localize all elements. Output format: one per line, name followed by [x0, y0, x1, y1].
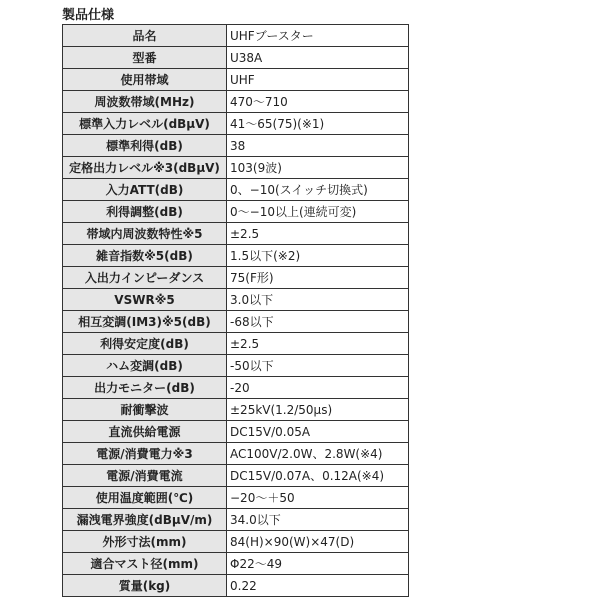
spec-value: AC100V/2.0W、2.8W(※4) — [227, 443, 409, 465]
table-row — [63, 355, 409, 377]
table-row — [63, 333, 409, 355]
spec-value: DC15V/0.07A、0.12A(※4) — [227, 465, 409, 487]
table-row — [63, 179, 409, 201]
table-row — [63, 377, 409, 399]
spec-value: UHF — [227, 69, 409, 91]
table-row — [63, 421, 409, 443]
table-row — [63, 91, 409, 113]
spec-value: 84(H)×90(W)×47(D) — [227, 531, 409, 553]
spec-label: 使用帯域 — [63, 69, 227, 91]
table-row — [63, 443, 409, 465]
table-row — [63, 575, 409, 597]
table-row — [63, 223, 409, 245]
spec-label: 型番 — [63, 47, 227, 69]
spec-value: 0.22 — [227, 575, 409, 597]
spec-value: -20 — [227, 377, 409, 399]
spec-label: 標準利得(dB) — [63, 135, 227, 157]
spec-label: 雑音指数※5(dB) — [63, 245, 227, 267]
spec-value: 34.0以下 — [227, 509, 409, 531]
spec-value: 0、−10(スイッチ切換式) — [227, 179, 409, 201]
spec-label: 耐衝撃波 — [63, 399, 227, 421]
table-row — [63, 553, 409, 575]
spec-table-body — [63, 25, 409, 597]
table-row — [63, 69, 409, 91]
spec-label: 利得安定度(dB) — [63, 333, 227, 355]
spec-value: -50以下 — [227, 355, 409, 377]
page-title: 製品仕様 — [62, 8, 115, 23]
table-row — [63, 113, 409, 135]
spec-label: 周波数帯域(MHz) — [63, 91, 227, 113]
table-row — [63, 267, 409, 289]
spec-label: 相互変調(IM3)※5(dB) — [63, 311, 227, 333]
spec-value: DC15V/0.05A — [227, 421, 409, 443]
table-row — [63, 289, 409, 311]
table-row — [63, 399, 409, 421]
spec-label: 標準入力レベル(dBμV) — [63, 113, 227, 135]
spec-label: 外形寸法(mm) — [63, 531, 227, 553]
spec-label: 入出力インピーダンス — [63, 267, 227, 289]
spec-label: 出力モニター(dB) — [63, 377, 227, 399]
table-row — [63, 135, 409, 157]
spec-value: ±25kV(1.2/50μs) — [227, 399, 409, 421]
spec-label: 直流供給電源 — [63, 421, 227, 443]
table-row — [63, 531, 409, 553]
table-row — [63, 25, 409, 47]
spec-label: 利得調整(dB) — [63, 201, 227, 223]
table-row — [63, 465, 409, 487]
table-row — [63, 157, 409, 179]
spec-label: VSWR※5 — [63, 289, 227, 311]
spec-table — [62, 24, 409, 597]
spec-value: ±2.5 — [227, 333, 409, 355]
spec-value: 41〜65(75)(※1) — [227, 113, 409, 135]
spec-value: UHFブースター — [227, 25, 409, 47]
spec-label: 質量(kg) — [63, 575, 227, 597]
spec-value: ±2.5 — [227, 223, 409, 245]
spec-label: 使用温度範囲(℃) — [63, 487, 227, 509]
spec-value: Φ22〜49 — [227, 553, 409, 575]
spec-label: 電源/消費電力※3 — [63, 443, 227, 465]
spec-label: 電源/消費電流 — [63, 465, 227, 487]
spec-label: 入力ATT(dB) — [63, 179, 227, 201]
spec-label: ハム変調(dB) — [63, 355, 227, 377]
spec-value: −20〜＋50 — [227, 487, 409, 509]
table-row — [63, 201, 409, 223]
spec-value: 470〜710 — [227, 91, 409, 113]
spec-label: 適合マスト径(mm) — [63, 553, 227, 575]
spec-value: U38A — [227, 47, 409, 69]
spec-value: 75(F形) — [227, 267, 409, 289]
spec-value: 1.5以下(※2) — [227, 245, 409, 267]
spec-label: 品名 — [63, 25, 227, 47]
table-row — [63, 245, 409, 267]
spec-value: 38 — [227, 135, 409, 157]
spec-value: 103(9波) — [227, 157, 409, 179]
table-row — [63, 487, 409, 509]
table-row — [63, 47, 409, 69]
spec-value: 3.0以下 — [227, 289, 409, 311]
spec-label: 漏洩電界強度(dBμV/m) — [63, 509, 227, 531]
spec-value: -68以下 — [227, 311, 409, 333]
spec-value: 0〜−10以上(連続可変) — [227, 201, 409, 223]
spec-label: 帯域内周波数特性※5 — [63, 223, 227, 245]
spec-label: 定格出力レベル※3(dBμV) — [63, 157, 227, 179]
table-row — [63, 311, 409, 333]
table-row — [63, 509, 409, 531]
